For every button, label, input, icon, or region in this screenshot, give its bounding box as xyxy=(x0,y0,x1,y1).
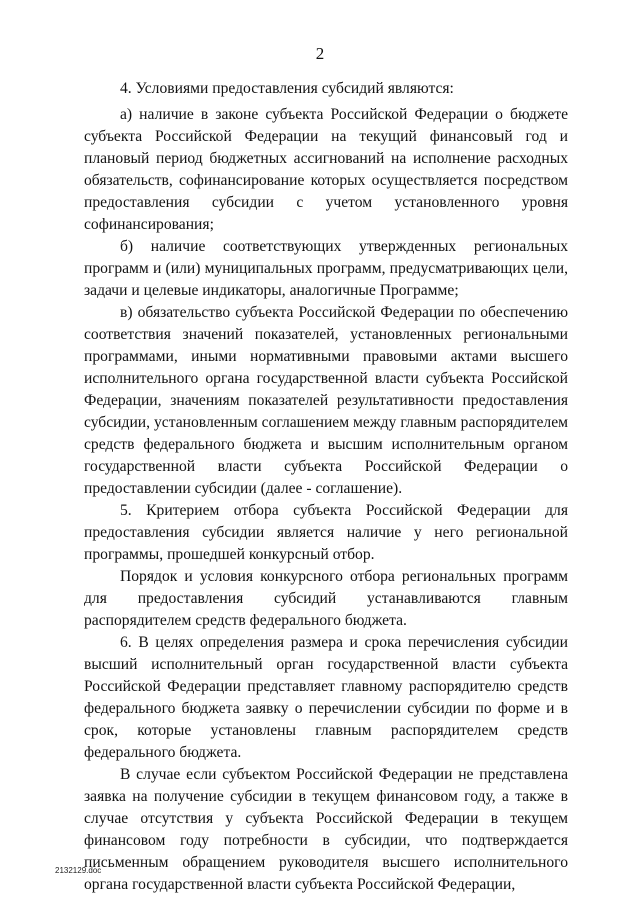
paragraph-application: 6. В целях определения размера и срока перечисления субсидии высший исполнительный орган государственной власти субъекта Российской Федерации представляет главному распорядителю средств федерального бюджета заявку о перечислении субсидии по форме и в срок, которые установлены главным распорядителем средств федерального бюджета. xyxy=(84,634,568,761)
paragraph-no-application-case: В случае если субъектом Российской Федерации не представлена заявка на получение субсидии в текущем финансовом году, а также в случае отсутствия у субъекта Российской Федерации в текущем финансовом году потребности в субсидии, что подтверждается письменным обращением руководителя высшего исполнительного органа государственной власти субъекта Российской Федерации, xyxy=(84,766,568,893)
document-filename: 2132129.doc xyxy=(55,866,102,875)
paragraph-condition-a: а) наличие в законе субъекта Российской Федерации о бюджете субъекта Российской Федерации на текущий финансовый год и плановый период бюджетных ассигнований на исполнение расходных обязательств, софинансирование которых осуществляется посредством предоставления субсидии с учетом установленного уровня софинансирования; xyxy=(84,106,568,233)
paragraph-conditions-heading: 4. Условиями предоставления субсидий являются: xyxy=(120,80,454,97)
paragraph-condition-c: в) обязательство субъекта Российской Федерации по обеспечению соответствия значений показателей, установленных региональными программами, иными нормативными правовыми актами высшего исполнительного органа государственной власти субъекта Российской Федерации, значениям показателей результативности предоставления субсидии, установленным соглашением между главным распорядителем средств федерального бюджета и высшим исполнительным органом государственной власти субъекта Российской Федерации о предоставлении субсидии (далее - соглашение). xyxy=(84,304,568,497)
paragraph-selection-criterion: 5. Критерием отбора субъекта Российской Федерации для предоставления субсидии является наличие у него региональной программы, прошедшей конкурсный отбор. xyxy=(84,502,568,563)
paragraph-selection-procedure: Порядок и условия конкурсного отбора региональных программ для предоставления субсидий устанавливаются главным распорядителем средств федерального бюджета. xyxy=(84,568,568,629)
page-number: 2 xyxy=(315,44,325,63)
paragraph-condition-b: б) наличие соответствующих утвержденных региональных программ и (или) муниципальных программ, предусматривающих цели, задачи и целевые индикаторы, аналогичные Программе; xyxy=(84,238,568,299)
document-body xyxy=(84,78,568,896)
